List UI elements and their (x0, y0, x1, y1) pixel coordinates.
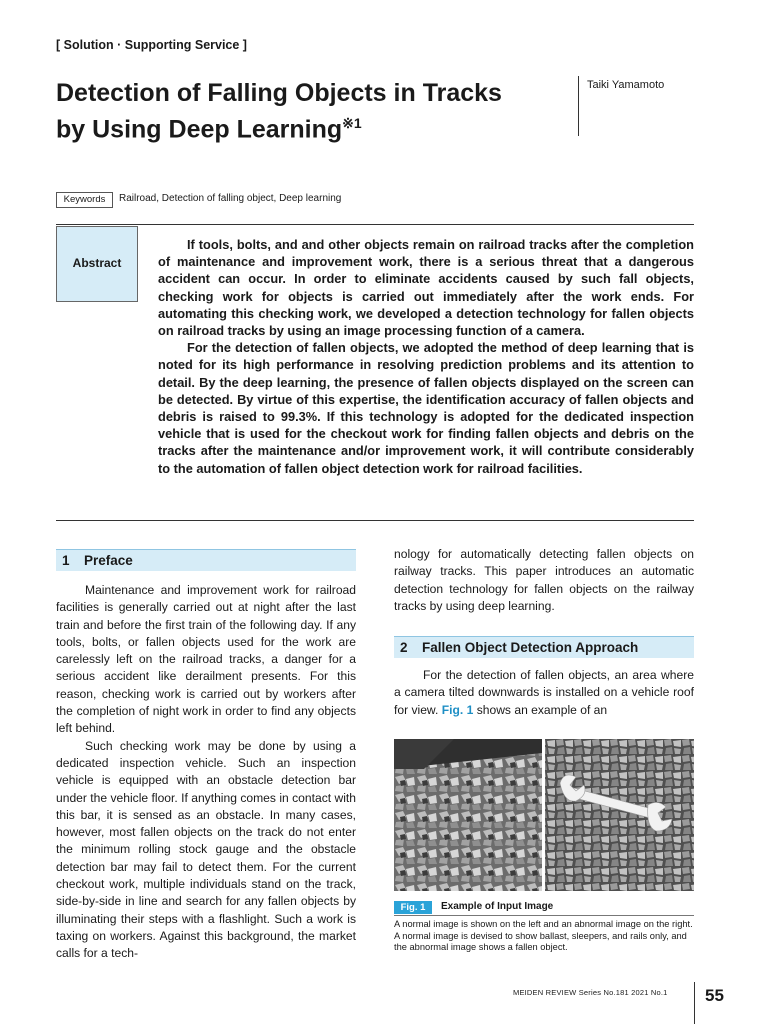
figure-1-label: Fig. 1 (394, 901, 432, 914)
section-1-heading (56, 549, 356, 571)
title-footnote-mark: ※1 (342, 115, 362, 131)
section-2-number: 2 (400, 640, 408, 655)
abstract-label-box (56, 226, 138, 302)
normal-image-left (394, 739, 542, 891)
title-divider (578, 76, 579, 136)
abstract-paragraph: For the detection of fallen objects, we adopted the method of deep learning that is noted for its high performance in resolving prediction problems and its attention to detail. By the deep learning, the presence of fallen objects displayed on the screen can be detected. By virtue of this expertise, the identification accuracy of fallen objects and debris is raised to 99.3%. If this technology is adopted for the dedicated inspection vehicle that is used for the checkout work for finding fallen objects and debris on the tracks after the maintenance and/or improvement work, it will contribute considerably to the automation of fallen object detection work for railroad facilities. (158, 340, 694, 476)
body-paragraph: Maintenance and improvement work for railroad facilities is generally carried out at night after the last train and before the first train of the following day. If any tools, bolts, or fallen objects used for the work are carelessly left on the railroad tracks, a danger for a serious accident like derailment presents. For this reason, checking work is carried out by workers after the completion of night work in order to find any objects left behind. (56, 583, 356, 736)
abstract-body (158, 236, 694, 477)
article-title-text: Detection of Falling Objects in Tracks by Using Deep Learning (56, 79, 502, 144)
body-paragraph: nology for automatically detecting fallen objects on railway tracks. This paper introduces an automatic detection technology for fallen objects on the railway tracks by using deep learning. (394, 547, 694, 613)
abstract-label: Abstract (72, 256, 122, 270)
abnormal-image-right (545, 739, 694, 891)
article-title (56, 78, 536, 144)
figure-1-caption: A normal image is shown on the left and an abnormal image on the right. A normal image is devised to show ballast, sleepers, and rails only, and the abnormal image shows a fallen object. (394, 919, 693, 952)
body-paragraph: Such checking work may be done by using a dedicated inspection vehicle. Such an inspection vehicle is equipped with an obstacle detection bar under the vehicle floor. If anything comes in contact with this bar, it is sensed as an obstacle. In many cases, however, most fallen objects on the track do not enter the minimum rolling stock gauge and the obstacle detection bar may fail to detect them. For the current checkout work, multiple individuals stand on the track, side-by-side in line and search for any fallen objects by illuminating their steps with a flashlight. Such a work is taxing on workers. Against this background, the market calls for a tech- (56, 738, 356, 961)
figure-1-title: Example of Input Image (441, 901, 554, 912)
section-1-body (56, 582, 356, 963)
abstract-bottom-rule (56, 520, 694, 521)
section-2-heading (394, 636, 694, 658)
section-1-title: Preface (84, 553, 133, 568)
abstract-paragraph: If tools, bolts, and and other objects remain on railroad tracks after the completion of maintenance and improvement work, there is a serious threat that a dangerous accident can occur. In order to eliminate accidents caused by such fall objects, checking work for objects is carried out immediately after the work ends. For automating this checking work, we developed a detection technology for fallen objects on railroad tracks by using an image processing function of a camera. (158, 237, 694, 339)
figure-1-caption-rule (394, 915, 694, 916)
figure-1-image (394, 739, 694, 891)
section-2-body (394, 667, 694, 719)
section-2-text-before: For the detection of fallen objects, an area where a camera tilted downwards is installed on a vehicle roof for view. (394, 668, 694, 717)
abstract-top-rule (56, 224, 694, 225)
figure-1-reference-link[interactable]: Fig. 1 (441, 702, 474, 717)
section-2-text-after: shows an example of an (476, 702, 608, 717)
keywords-text: Railroad, Detection of falling object, Deep learning (119, 193, 342, 204)
category-label: [ Solution · Supporting Service ] (56, 38, 247, 52)
footer-divider (694, 982, 695, 1024)
section-2-title: Fallen Object Detection Approach (422, 640, 639, 655)
section-1-continuation (394, 546, 694, 615)
page-number: 55 (705, 986, 724, 1005)
keywords-label: Keywords (56, 192, 113, 208)
body-paragraph (394, 667, 694, 719)
section-1-number: 1 (62, 553, 70, 568)
author-name: Taiki Yamamoto (587, 79, 665, 91)
journal-footer: MEIDEN REVIEW Series No.181 2021 No.1 (513, 988, 668, 997)
